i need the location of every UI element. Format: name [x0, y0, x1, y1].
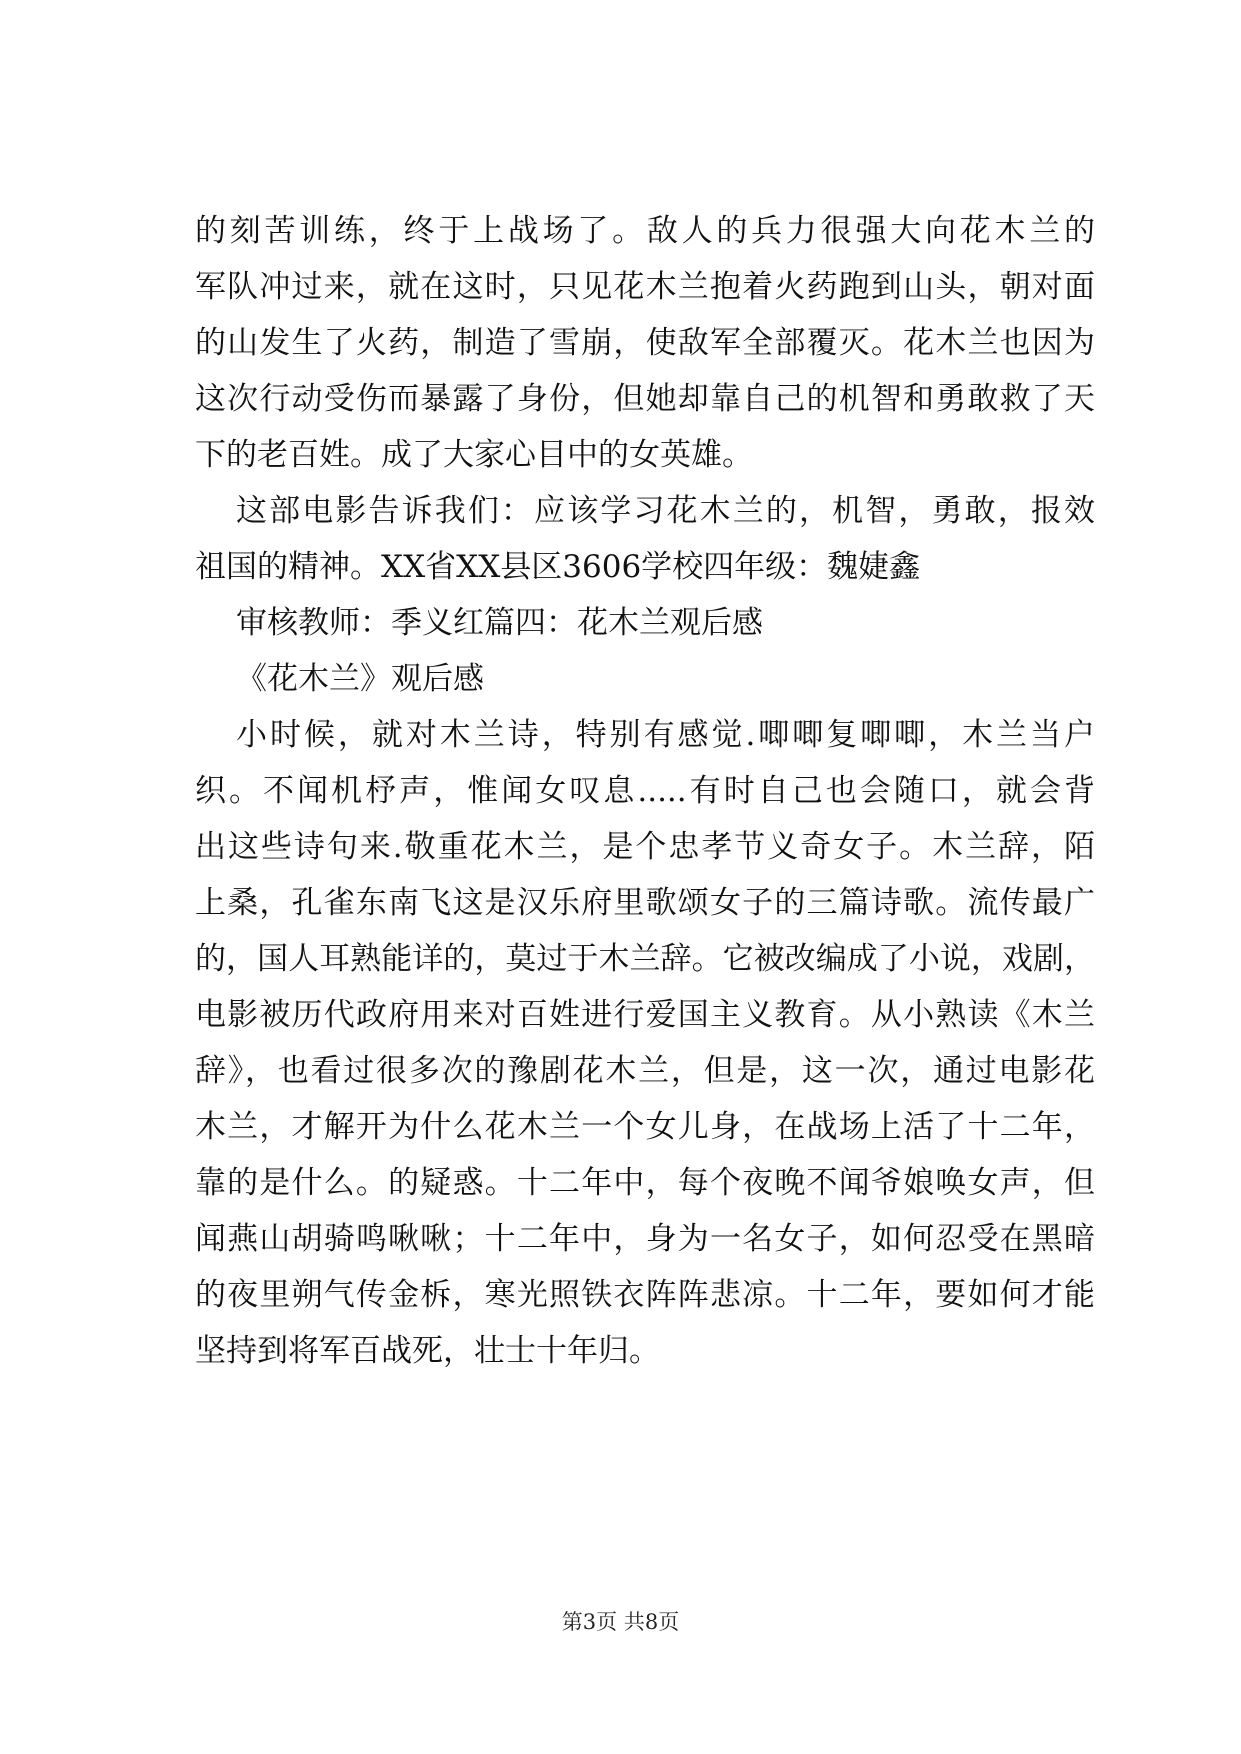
text-line: 军队冲过来，就在这时，只见花木兰抱着火药跑到山头，朝对面 [195, 269, 1095, 305]
text-line: 的，国人耳熟能详的，莫过于木兰辞。它被改编成了小说，戏剧， [195, 941, 1095, 977]
text-line: 电影被历代政府用来对百姓进行爱国主义教育。从小熟读《木兰 [195, 997, 1095, 1033]
text-line: 木兰，才解开为什么花木兰一个女儿身，在战场上活了十二年， [195, 1109, 1095, 1145]
text-line: 下的老百姓。成了大家心目中的女英雄。 [195, 437, 753, 473]
text-line: 这部电影告诉我们：应该学习花木兰的，机智，勇敢，报效 [236, 493, 1095, 529]
text-line: 祖国的精神。XX省XX县区3606学校四年级：魏婕鑫 [195, 549, 921, 585]
text-line: 出这些诗句来.敬重花木兰，是个忠孝节义奇女子。木兰辞，陌 [195, 829, 1095, 865]
text-line: 的刻苦训练，终于上战场了。敌人的兵力很强大向花木兰的 [195, 213, 1095, 249]
text-line: 的山发生了火药，制造了雪崩，使敌军全部覆灭。花木兰也因为 [195, 325, 1095, 361]
section-title: 《花木兰》观后感 [236, 661, 484, 697]
text-line: 辞》，也看过很多次的豫剧花木兰，但是，这一次，通过电影花 [195, 1053, 1095, 1089]
text-line: 闻燕山胡骑鸣啾啾；十二年中，身为一名女子，如何忍受在黑暗 [195, 1221, 1095, 1257]
page-number: 第3页 共8页 [561, 1610, 680, 1634]
text-line: 审核教师：季义红篇四：花木兰观后感 [236, 605, 763, 641]
text-line: 的夜里朔气传金柝，寒光照铁衣阵阵悲凉。十二年，要如何才能 [195, 1277, 1095, 1313]
text-line: 织。不闻机杼声，惟闻女叹息.....有时自己也会随口，就会背 [195, 773, 1095, 809]
text-line: 小时候，就对木兰诗，特别有感觉.唧唧复唧唧，木兰当户 [236, 717, 1095, 753]
text-line: 坚持到将军百战死，壮士十年归。 [195, 1333, 660, 1369]
text-line: 靠的是什么。的疑惑。十二年中，每个夜晚不闻爷娘唤女声，但 [195, 1165, 1095, 1201]
text-line: 这次行动受伤而暴露了身份，但她却靠自己的机智和勇敢救了天 [195, 381, 1095, 417]
text-line: 上桑，孔雀东南飞这是汉乐府里歌颂女子的三篇诗歌。流传最广 [195, 885, 1095, 921]
